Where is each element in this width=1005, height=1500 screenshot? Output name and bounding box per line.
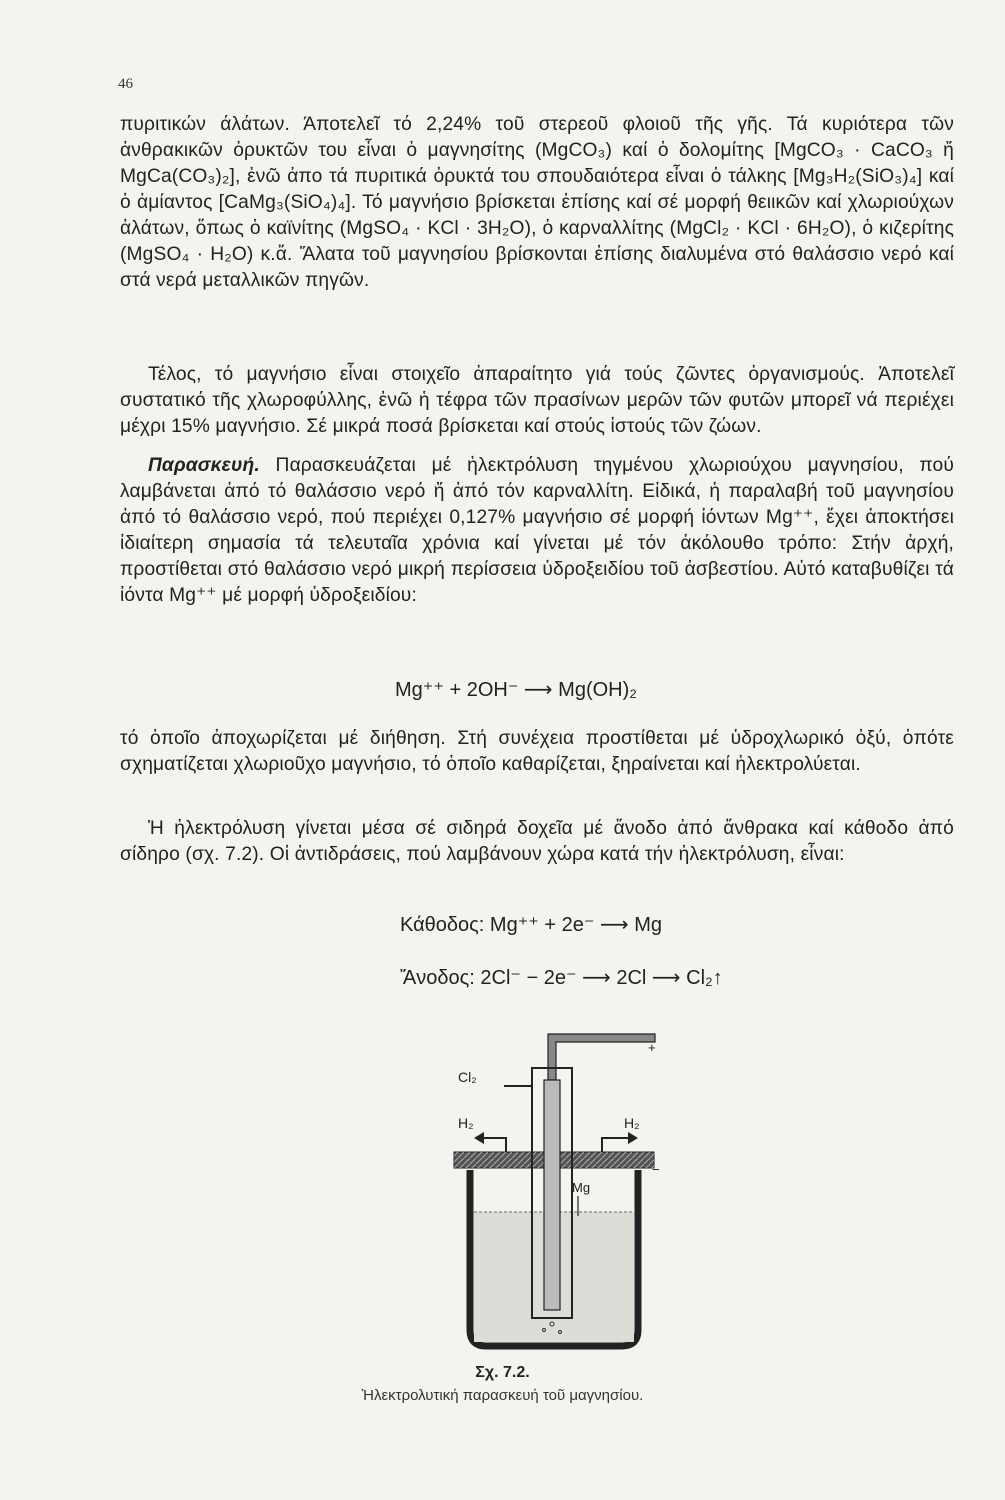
figure-number: Σχ. 7.2. [475, 1364, 530, 1381]
preparation-text: Παρασκευάζεται μέ ἠλεκτρόλυση τηγμένου χλωριούχου μαγνησίου, πού λαμβάνεται ἀπό τό θαλάσσιο νερό ἤ ἀπό τόν καρναλλίτη. Εἰδικά, ἡ παραλαβή τοῦ μαγνησίου ἀπό τό θαλάσσιο νερό, πού περιέχει 0,127% μαγνήσιο σέ μορφή ἰόντων Mg⁺⁺, ἔχει ἀποκτήσει ἰδιαίτερη σημασία τά τελευταῖα χρόνια καί γίνεται μέ τόν ἀκόλουθο τρόπο: Στήν ἀρχή, προστίθεται στό θαλάσσιο νερό μικρή περίσσεια ὑδροξειδίου τοῦ ἀσβεστίου. Αὐτό καταβυθίζει τά ἰόντα Mg⁺⁺ μέ μορφή ὑδροξειδίου: [120, 455, 954, 606]
paragraph-biological-role [120, 362, 954, 440]
h2-left-label: H₂ [458, 1115, 474, 1131]
hydrogen-outlet-left [482, 1138, 506, 1152]
cl2-label: Cl₂ [458, 1069, 477, 1085]
carbon-anode [544, 1080, 560, 1310]
paragraph-filtration [120, 726, 954, 778]
hydrogen-right-arrow-icon [628, 1132, 638, 1144]
paragraph-text [120, 453, 954, 609]
h2-right-label: H₂ [624, 1115, 640, 1131]
plus-label: + [648, 1040, 656, 1055]
paragraph-electrolysis [120, 816, 954, 868]
hydrogen-left-arrow-icon [474, 1132, 484, 1144]
anode-connector [548, 1034, 655, 1080]
figure-caption: Ἠλεκτρολυτική παρασκευή τοῦ μαγνησίου. [361, 1387, 644, 1404]
paragraph-text: τό ὁποῖο ἀποχωρίζεται μέ διήθηση. Στή συνέχεια προστίθεται μέ ὑδροχλωρικό ὀξύ, ὁπότε σχηματίζεται χλωριοῦχο μαγνήσιο, τό ὁποῖο καθαρίζεται, ξηραίνεται καί ἠλεκτρολύεται. [120, 728, 954, 775]
electrolysis-cell-diagram [440, 1020, 670, 1360]
paragraph-text: Ἡ ἠλεκτρόλυση γίνεται μέσα σέ σιδηρά δοχεῖα μέ ἄνοδο ἀπό ἄνθρακα καί κάθοδο ἀπό σίδηρο (σχ. 7.2). Οἱ ἀντιδράσεις, πού λαμβάνουν χώρα κατά τήν ἠλεκτρόλυση, εἶναι: [120, 818, 954, 865]
equation-cathode: Κάθοδος: Mg⁺⁺ + 2e⁻ ⟶ Mg [400, 914, 662, 936]
paragraph-preparation [120, 453, 954, 609]
hydrogen-outlet-right [602, 1138, 630, 1152]
paragraph-text: Τέλος, τό μαγνήσιο εἶναι στοιχεῖο ἀπαραίτητο γιά τούς ζῶντες ὀργανισμούς. Ἀποτελεῖ συστατικό τῆς χλωροφύλλης, ἐνῶ ἡ τέφρα τῶν πρασίνων μερῶν τῶν φυτῶν μπορεῖ νά περιέχει μέχρι 15% μαγνήσιο. Σέ μικρά ποσά βρίσκεται καί στούς ἱστούς τῶν ζώων. [120, 364, 954, 437]
equation-anode: Ἄνοδος: 2Cl⁻ − 2e⁻ ⟶ 2Cl ⟶ Cl₂↑ [400, 967, 723, 989]
mg-label: Mg [572, 1180, 591, 1195]
paragraph-text: πυριτικών άλάτων. Άποτελεῖ τό 2,24% τοῦ στερεοῦ φλοιοῦ τῆς γῆς. Τά κυριότερα τῶν ἀνθρακικῶν ὀρυκτῶν του εἶναι ὁ μαγνησίτης (MgCO₃) καί ὁ δολομίτης [MgCO₃ · CaCO₃ ἤ MgCa(CO₃)₂], ἐνῶ ἀπο τά πυριτικά ὀρυκτά του σπουδαιότερα εἶναι ὁ τάλκης [Mg₃H₂(SiO₃)₄] καί ὁ ἀμίαντος [CaMg₃(SiO₄)₄]. Τό μαγνήσιο βρίσκεται ἐπίσης καί σέ μορφή θειικῶν καί χλωριούχων ἀλάτων, ὅπως ὁ καϊνίτης (MgSO₄ · KCl · 3H₂O), ὁ καρναλλίτης (MgCl₂ · KCl · 6H₂O), ὁ κιζερίτης (MgSO₄ · H₂O) κ.ἄ. Ἄλατα τοῦ μαγνησίου βρίσκονται ἐπίσης διαλυμένα στό θαλάσσιο νερό καί στά νερά μεταλλικῶν πηγῶν. [120, 114, 954, 291]
equation-precipitation: Mg⁺⁺ + 2OH⁻ ⟶ Mg(OH)₂ [395, 679, 638, 701]
page-number: 46 [118, 76, 133, 92]
section-heading-preparation: Παρασκευή. [148, 455, 260, 476]
minus-label: − [652, 1162, 660, 1177]
paragraph-magnesium-minerals [120, 112, 954, 294]
electrolysis-cell-figure [440, 1020, 670, 1360]
